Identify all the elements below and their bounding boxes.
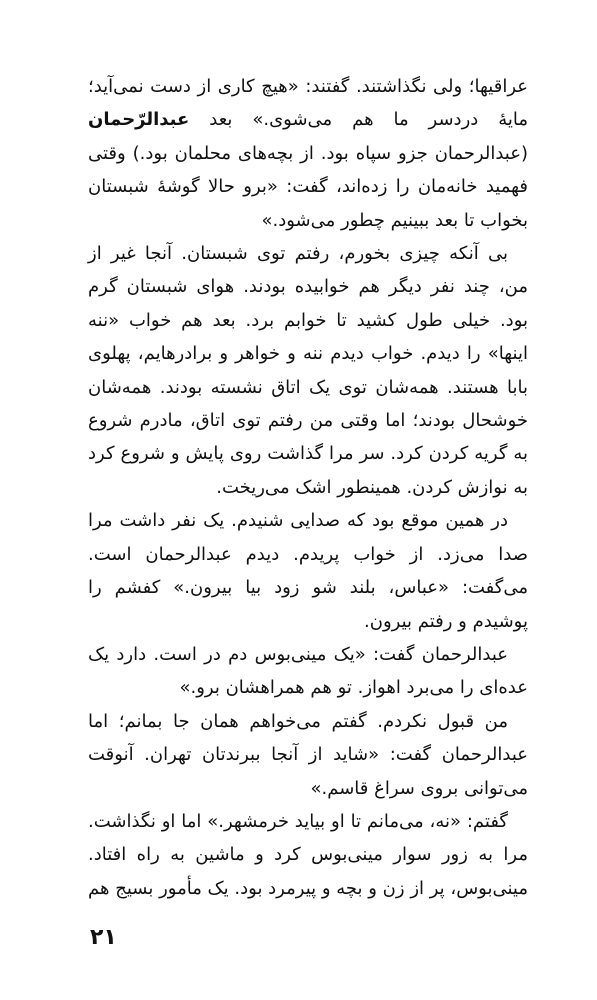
paragraph-2: بی آنکه چیزی بخورم، رفتم توی شبستان. آنجا غیر از من، چند نفر دیگر هم خوابیده بودند. هوای شبستان گرم بود. خیلی طول کشید تا خوابم برد. بعد هم خواب «ننه اینها» را دیدم. خواب دیدم ننه و خواهر و برادرهایم، پهلوی بابا هستند. همه‌شان توی یک اتاق نشسته بودند. همه‌شان خوشحال بودند؛ اما وقتی من رفتم توی اتاق، مادرم شروع به گریه کردن کرد. سر مرا گذاشت روی پایش و شروع کرد به نوازش کردن. همینطور اشک می‌ریخت. xyxy=(88,243,528,498)
bold-name-abdolrahman: عبدالرّحمان xyxy=(88,109,190,131)
page-number: ۲۱ xyxy=(90,925,117,950)
paragraph-4: عبدالرحمان گفت: «یک مینی‌بوس دم در است. دارد یک عده‌ای را می‌برد اهواز. تو هم همراهشان برو.» xyxy=(88,643,528,699)
paragraph-1-text-before: عراقیها؛ ولی نگذاشتند. گفتند: «هیچ کاری از دست نمی‌آید؛ مایهٔ دردسر ما هم می‌شوی.» بعد xyxy=(88,76,528,131)
paragraph-1-text-after: (عبدالرحمان جزو سپاه بود. از بچه‌های محلمان بود.) وقتی فهمید خانه‌مان را زده‌اند، گفت: «برو حالا گوشهٔ شبستان بخواب تا بعد ببینیم چطور می‌شود.» xyxy=(88,142,528,231)
body-text xyxy=(88,70,528,905)
paragraph-6: گفتم: «نه، می‌مانم تا او بیاید خرمشهر.» اما او نگذاشت. مرا به زور سوار مینی‌بوس کرد و ماشین به راه افتاد. مینی‌بوس، پر از زن و بچه و پیرمرد بود. یک مأمور بسیج هم xyxy=(88,810,528,899)
paragraph-5: من قبول نکردم. گفتم می‌خواهم همان جا بمانم؛ اما عبدالرحمان گفت: «شاید از آنجا ببرندتان تهران. آنوقت می‌توانی بروی سراغ قاسم.» xyxy=(88,710,528,799)
paragraph-3: در همین موقع بود که صدایی شنیدم. یک نفر داشت مرا صدا می‌زد. از خواب پریدم. دیدم عبدالرحمان است. می‌گفت: «عباس، بلند شو زود بیا بیرون.» کفشم را پوشیدم و رفتم بیرون. xyxy=(88,510,528,632)
paragraph-1 xyxy=(88,70,528,237)
